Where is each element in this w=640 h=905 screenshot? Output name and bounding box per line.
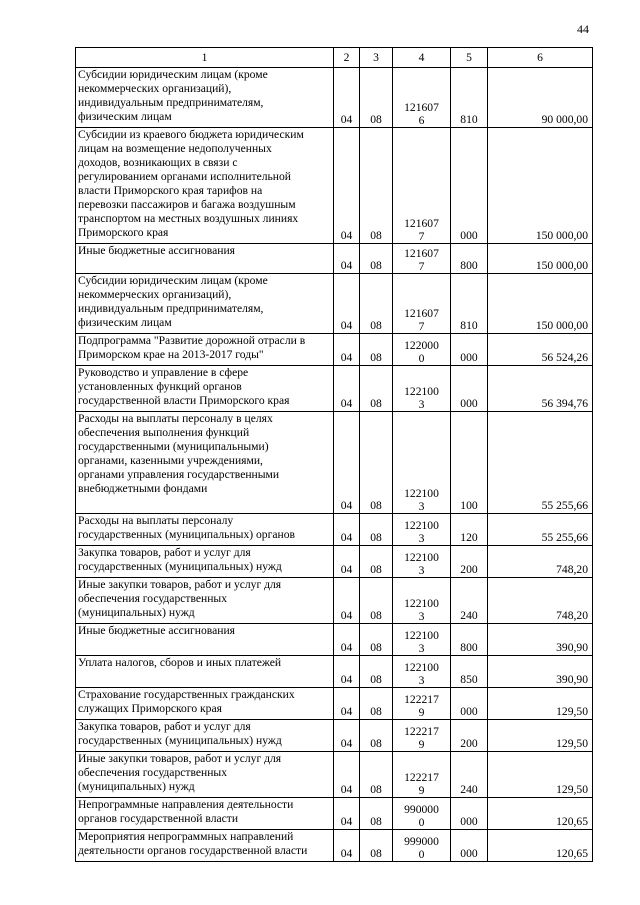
column-header: 2 <box>334 48 360 68</box>
row-expense-type-code: 810 <box>451 274 488 334</box>
row-description: Субсидии юридическим лицам (кроме некоммерческих организаций), индивидуальным предпринимателям, физическим лицам <box>76 274 334 334</box>
table-row <box>76 546 593 578</box>
row-target-code: 122100 3 <box>393 412 451 514</box>
row-expense-type-code: 000 <box>451 798 488 830</box>
table-header-row <box>76 48 593 68</box>
column-header: 4 <box>393 48 451 68</box>
row-subsection-code: 08 <box>360 656 393 688</box>
table-row <box>76 830 593 862</box>
row-target-code: 122100 3 <box>393 578 451 624</box>
row-target-code: 122000 0 <box>393 334 451 366</box>
row-section-code: 04 <box>334 514 360 546</box>
row-amount: 120,65 <box>488 830 593 862</box>
row-description: Расходы на выплаты персоналу в целях обеспечения выполнения функций государственными (муниципальными) органами, казенными учреждениями, органами управления государственными внебюджетными фондами <box>76 412 334 514</box>
row-description: Иные закупки товаров, работ и услуг для обеспечения государственных (муниципальных) нужд <box>76 578 334 624</box>
row-amount: 90 000,00 <box>488 68 593 128</box>
row-subsection-code: 08 <box>360 798 393 830</box>
row-amount: 150 000,00 <box>488 244 593 274</box>
row-description: Мероприятия непрограммных направлений деятельности органов государственной власти <box>76 830 334 862</box>
row-expense-type-code: 100 <box>451 412 488 514</box>
row-description: Уплата налогов, сборов и иных платежей <box>76 656 334 688</box>
row-expense-type-code: 800 <box>451 624 488 656</box>
row-amount: 390,90 <box>488 624 593 656</box>
row-expense-type-code: 000 <box>451 334 488 366</box>
row-section-code: 04 <box>334 128 360 244</box>
row-amount: 129,50 <box>488 688 593 720</box>
table-row <box>76 798 593 830</box>
row-section-code: 04 <box>334 412 360 514</box>
table-row <box>76 720 593 752</box>
row-expense-type-code: 120 <box>451 514 488 546</box>
row-target-code: 122217 9 <box>393 688 451 720</box>
row-amount: 748,20 <box>488 546 593 578</box>
row-expense-type-code: 200 <box>451 720 488 752</box>
table-row <box>76 412 593 514</box>
row-subsection-code: 08 <box>360 366 393 412</box>
table-row <box>76 656 593 688</box>
row-amount: 120,65 <box>488 798 593 830</box>
row-section-code: 04 <box>334 274 360 334</box>
row-target-code: 121607 6 <box>393 68 451 128</box>
table-row <box>76 128 593 244</box>
row-subsection-code: 08 <box>360 244 393 274</box>
row-expense-type-code: 800 <box>451 244 488 274</box>
row-amount: 129,50 <box>488 720 593 752</box>
row-expense-type-code: 000 <box>451 128 488 244</box>
row-section-code: 04 <box>334 366 360 412</box>
row-description: Закупка товаров, работ и услуг для государственных (муниципальных) нужд <box>76 546 334 578</box>
row-expense-type-code: 200 <box>451 546 488 578</box>
row-subsection-code: 08 <box>360 68 393 128</box>
row-expense-type-code: 240 <box>451 578 488 624</box>
row-amount: 390,90 <box>488 656 593 688</box>
row-amount: 150 000,00 <box>488 128 593 244</box>
row-target-code: 999000 0 <box>393 830 451 862</box>
row-description: Расходы на выплаты персоналу государственных (муниципальных) органов <box>76 514 334 546</box>
row-target-code: 122217 9 <box>393 720 451 752</box>
row-description: Субсидии юридическим лицам (кроме некоммерческих организаций), индивидуальным предпринимателям, физическим лицам <box>76 68 334 128</box>
row-subsection-code: 08 <box>360 688 393 720</box>
table-row <box>76 578 593 624</box>
row-subsection-code: 08 <box>360 578 393 624</box>
table-row <box>76 752 593 798</box>
row-section-code: 04 <box>334 334 360 366</box>
table-row <box>76 68 593 128</box>
row-description: Иные бюджетные ассигнования <box>76 624 334 656</box>
row-amount: 56 394,76 <box>488 366 593 412</box>
row-section-code: 04 <box>334 688 360 720</box>
row-expense-type-code: 810 <box>451 68 488 128</box>
row-section-code: 04 <box>334 752 360 798</box>
table-row <box>76 366 593 412</box>
row-subsection-code: 08 <box>360 720 393 752</box>
row-target-code: 121607 7 <box>393 274 451 334</box>
row-subsection-code: 08 <box>360 514 393 546</box>
row-section-code: 04 <box>334 244 360 274</box>
row-expense-type-code: 000 <box>451 366 488 412</box>
row-description: Подпрограмма "Развитие дорожной отрасли в Приморском крае на 2013-2017 годы" <box>76 334 334 366</box>
page-number: 44 <box>577 22 589 36</box>
row-target-code: 990000 0 <box>393 798 451 830</box>
row-expense-type-code: 000 <box>451 830 488 862</box>
row-description: Субсидии из краевого бюджета юридическим лицам на возмещение недополученных доходов, возникающих в связи с регулированием органами исполнительной власти Приморского края тарифов на перевозки пассажиров и багажа воздушным транспортом на местных воздушных линиях Приморского края <box>76 128 334 244</box>
column-header: 3 <box>360 48 393 68</box>
table-row <box>76 688 593 720</box>
row-subsection-code: 08 <box>360 546 393 578</box>
table-row <box>76 334 593 366</box>
row-section-code: 04 <box>334 720 360 752</box>
budget-table <box>75 47 593 862</box>
row-subsection-code: 08 <box>360 334 393 366</box>
row-description: Руководство и управление в сфере установленных функций органов государственной власти Приморского края <box>76 366 334 412</box>
row-target-code: 121607 7 <box>393 244 451 274</box>
row-target-code: 122100 3 <box>393 366 451 412</box>
row-amount: 150 000,00 <box>488 274 593 334</box>
row-subsection-code: 08 <box>360 624 393 656</box>
row-subsection-code: 08 <box>360 830 393 862</box>
row-section-code: 04 <box>334 578 360 624</box>
row-target-code: 122100 3 <box>393 514 451 546</box>
row-description: Иные бюджетные ассигнования <box>76 244 334 274</box>
table-row <box>76 244 593 274</box>
row-amount: 748,20 <box>488 578 593 624</box>
row-subsection-code: 08 <box>360 274 393 334</box>
column-header: 1 <box>76 48 334 68</box>
row-section-code: 04 <box>334 830 360 862</box>
row-expense-type-code: 850 <box>451 656 488 688</box>
row-target-code: 122217 9 <box>393 752 451 798</box>
row-description: Страхование государственных гражданских служащих Приморского края <box>76 688 334 720</box>
row-target-code: 122100 3 <box>393 624 451 656</box>
row-amount: 55 255,66 <box>488 514 593 546</box>
table-row <box>76 624 593 656</box>
column-header: 6 <box>488 48 593 68</box>
row-target-code: 122100 3 <box>393 546 451 578</box>
row-subsection-code: 08 <box>360 752 393 798</box>
row-section-code: 04 <box>334 68 360 128</box>
row-section-code: 04 <box>334 656 360 688</box>
row-section-code: 04 <box>334 546 360 578</box>
row-subsection-code: 08 <box>360 128 393 244</box>
row-section-code: 04 <box>334 798 360 830</box>
table-row <box>76 274 593 334</box>
table-row <box>76 514 593 546</box>
row-expense-type-code: 240 <box>451 752 488 798</box>
row-description: Непрограммные направления деятельности органов государственной власти <box>76 798 334 830</box>
row-subsection-code: 08 <box>360 412 393 514</box>
row-expense-type-code: 000 <box>451 688 488 720</box>
row-section-code: 04 <box>334 624 360 656</box>
row-target-code: 121607 7 <box>393 128 451 244</box>
row-amount: 56 524,26 <box>488 334 593 366</box>
row-description: Иные закупки товаров, работ и услуг для обеспечения государственных (муниципальных) нужд <box>76 752 334 798</box>
row-amount: 129,50 <box>488 752 593 798</box>
row-description: Закупка товаров, работ и услуг для государственных (муниципальных) нужд <box>76 720 334 752</box>
column-header: 5 <box>451 48 488 68</box>
row-amount: 55 255,66 <box>488 412 593 514</box>
row-target-code: 122100 3 <box>393 656 451 688</box>
